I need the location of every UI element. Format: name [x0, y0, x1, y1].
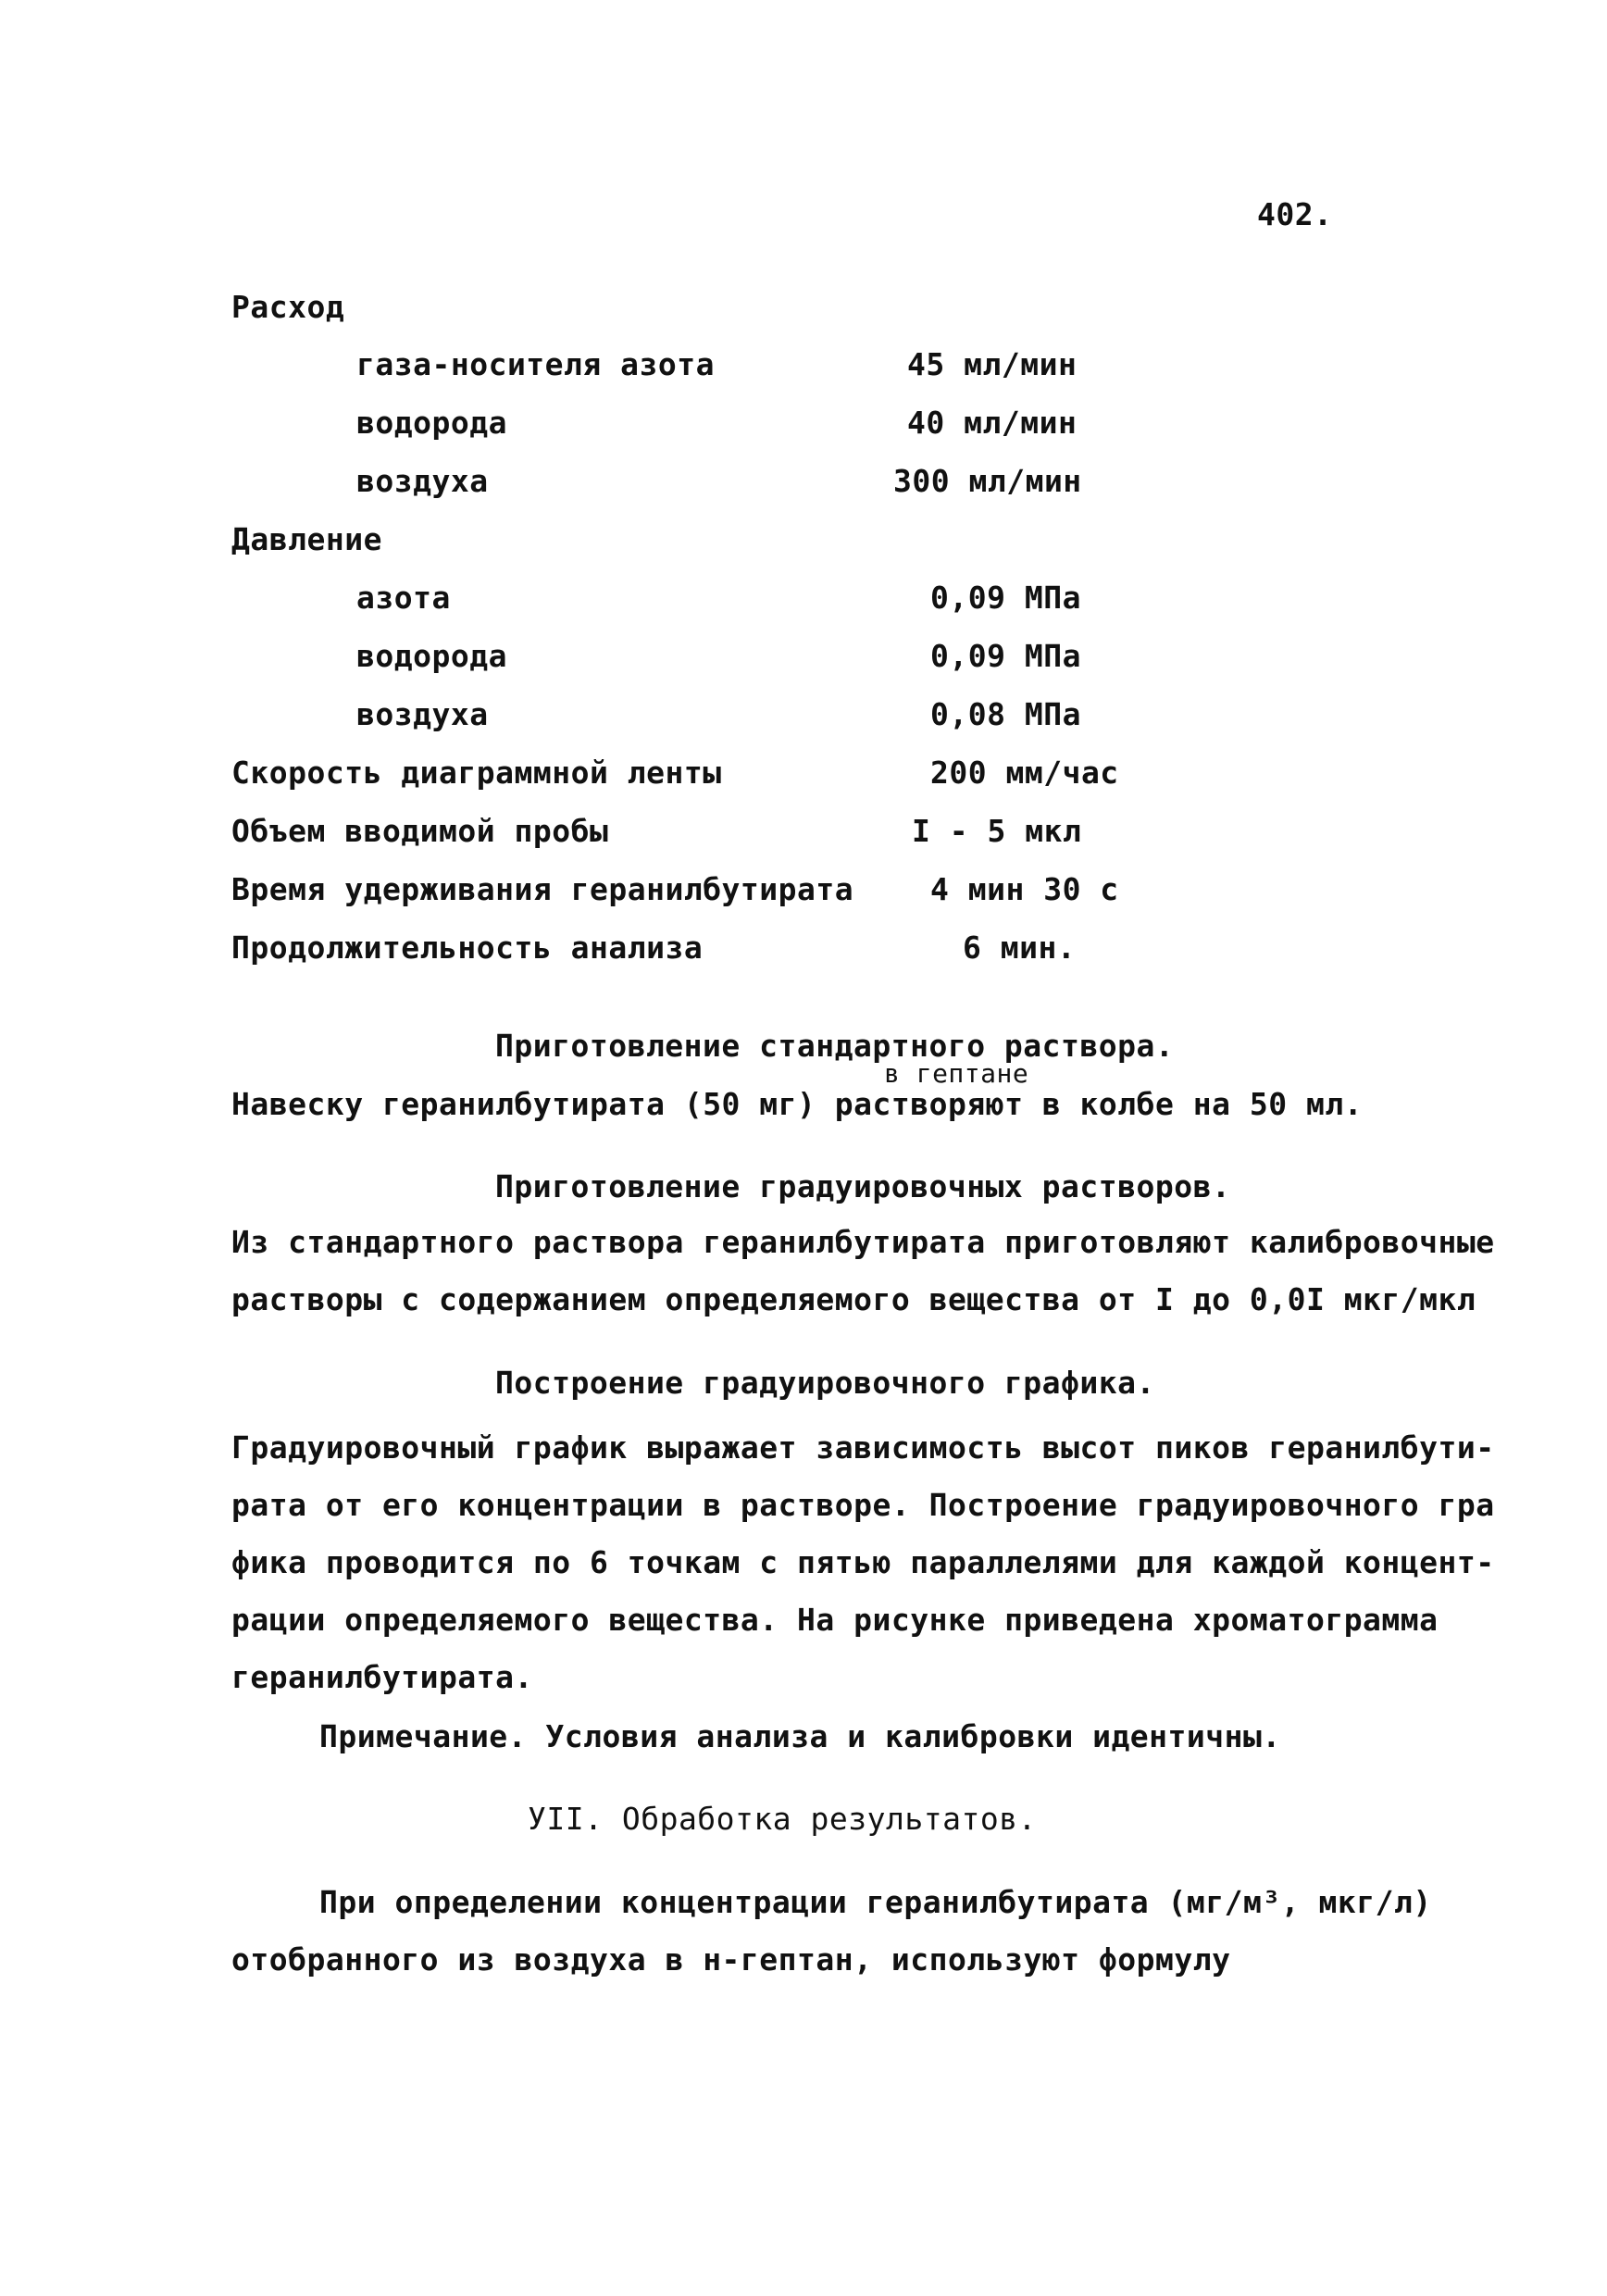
- param-value-sample-volume: I - 5 мкл: [912, 813, 1082, 849]
- standard-line-1: Навеску геранилбутирата (50 мг) растворяют в колбе на 50 мл.: [231, 1086, 1364, 1122]
- graph-heading: Построение градуировочного графика.: [495, 1365, 1155, 1401]
- results-heading: УII. Обработка результатов.: [528, 1801, 1037, 1837]
- flow-label-nitrogen: газа-носителя азота: [356, 346, 715, 382]
- flow-header: Расход: [231, 289, 345, 325]
- pressure-label-nitrogen: азота: [356, 580, 451, 616]
- pressure-label-hydrogen: водорода: [356, 638, 507, 674]
- param-label-sample-volume: Объем вводимой пробы: [231, 813, 609, 849]
- graph-note: Примечание. Условия анализа и калибровки идентичны.: [319, 1718, 1281, 1754]
- results-line-2: отобранного из воздуха в н-гептан, используют формулу: [231, 1941, 1231, 1978]
- calibration-heading: Приготовление градуировочных растворов.: [495, 1168, 1231, 1204]
- graph-line-3: фика проводится по 6 точкам с пятью параллелями для каждой концент-: [231, 1544, 1495, 1580]
- flow-label-air: воздуха: [356, 463, 489, 499]
- results-line-1: При определении концентрации геранилбутирата (мг/м³, мкг/л): [319, 1884, 1432, 1920]
- calibration-line-1: Из стандартного раствора геранилбутирата приготовляют калибровочные: [231, 1224, 1495, 1260]
- standard-heading: Приготовление стандартного раствора.: [495, 1028, 1175, 1064]
- pressure-header: Давление: [231, 521, 382, 557]
- flow-value-hydrogen: 40 мл/мин: [907, 405, 1078, 441]
- graph-line-2: рата от его концентрации в растворе. Построение градуировочного гра: [231, 1487, 1495, 1523]
- param-label-retention-time: Время удерживания геранилбутирата: [231, 871, 854, 907]
- pressure-label-air: воздуха: [356, 696, 489, 732]
- pressure-value-hydrogen: 0,09 МПа: [930, 638, 1081, 674]
- flow-value-air: 300 мл/мин: [893, 463, 1082, 499]
- param-value-duration: 6 мин.: [963, 930, 1077, 966]
- graph-line-4: рации определяемого вещества. На рисунке приведена хроматограмма: [231, 1602, 1439, 1638]
- graph-line-1: Градуировочный график выражает зависимость высот пиков геранилбути-: [231, 1429, 1495, 1466]
- param-value-retention-time: 4 мин 30 с: [930, 871, 1119, 907]
- param-label-chart-speed: Скорость диаграммной ленты: [231, 755, 722, 791]
- param-label-duration: Продолжительность анализа: [231, 930, 704, 966]
- graph-line-5: геранилбутирата.: [231, 1659, 533, 1695]
- pressure-value-air: 0,08 МПа: [930, 696, 1081, 732]
- flow-label-hydrogen: водорода: [356, 405, 507, 441]
- calibration-line-2: растворы с содержанием определяемого вещества от I до 0,0I мкг/мкл: [231, 1281, 1476, 1317]
- param-value-chart-speed: 200 мм/час: [930, 755, 1119, 791]
- page-number: 402.: [1257, 196, 1333, 232]
- pressure-value-nitrogen: 0,09 МПа: [930, 580, 1081, 616]
- standard-insertion: в гептане: [884, 1058, 1029, 1089]
- flow-value-nitrogen: 45 мл/мин: [907, 346, 1078, 382]
